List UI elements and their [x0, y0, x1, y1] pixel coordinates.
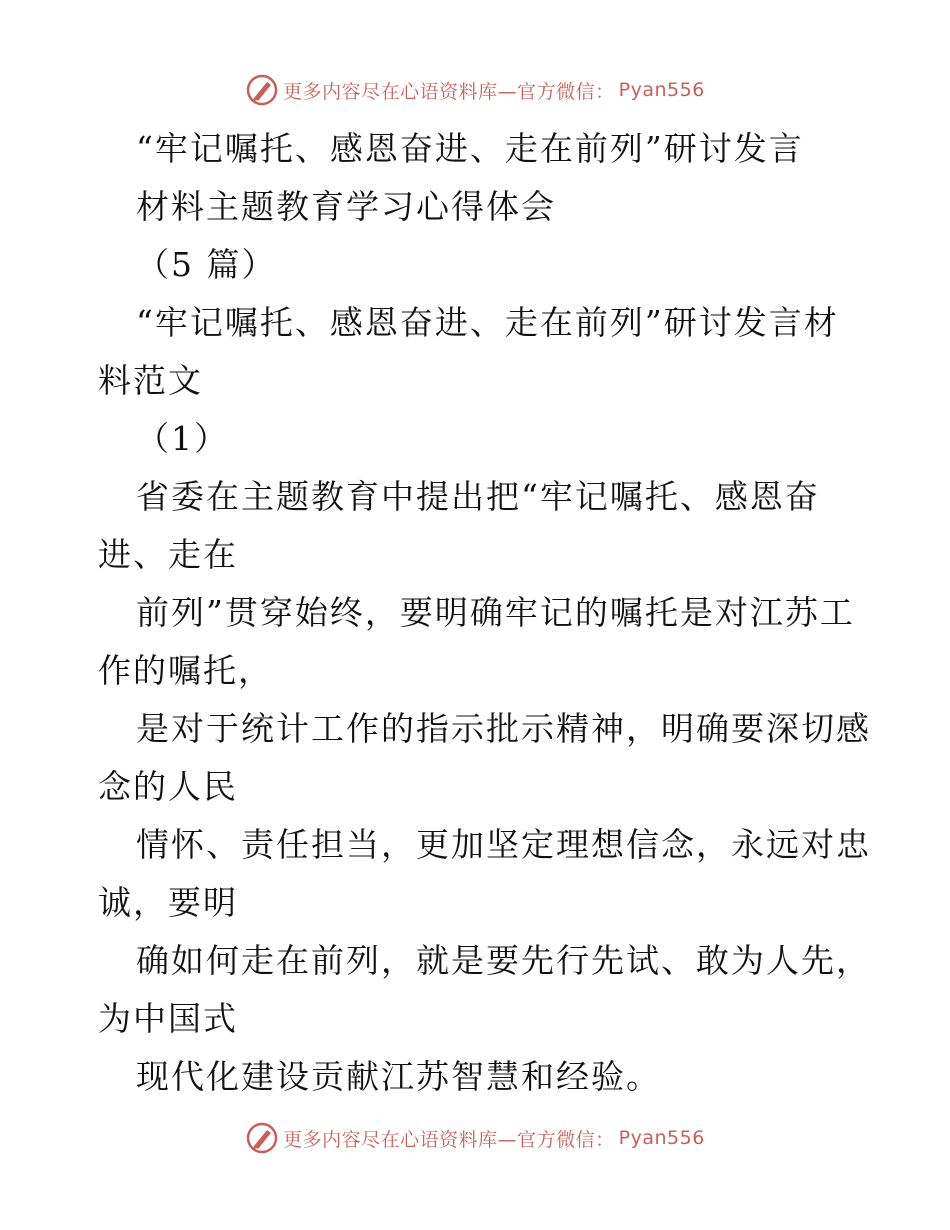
subtitle-line-2: 料范文	[98, 361, 203, 400]
paragraph-line: 现代化建设贡献江苏智慧和经验。	[136, 1057, 661, 1096]
watermark-text: 更多内容尽在心语资料库—官方微信：	[283, 1128, 615, 1151]
paragraph-line: 进、走在	[98, 535, 238, 574]
pen-logo-icon	[245, 73, 279, 107]
watermark-handle: Pyan556	[618, 79, 705, 101]
document-body	[98, 120, 871, 1106]
subtitle-line-1: “牢记嘱托、感恩奋进、走在前列”研讨发言材	[136, 303, 839, 342]
paragraph-line: 确如何走在前列，就是要先行先试、敢为人先，	[136, 941, 871, 980]
title-line-2: 材料主题教育学习心得体会	[136, 187, 556, 226]
watermark-text: 更多内容尽在心语资料库—官方微信：	[283, 80, 615, 103]
pen-logo-icon	[245, 1121, 279, 1155]
footer-watermark	[0, 1118, 950, 1158]
paragraph-line: 情怀、责任担当，更加坚定理想信念，永远对忠	[136, 825, 871, 864]
title-line-1: “牢记嘱托、感恩奋进、走在前列”研讨发言	[136, 129, 804, 168]
paragraph-line: 是对于统计工作的指示批示精神，明确要深切感	[136, 709, 871, 748]
header-watermark	[0, 70, 950, 110]
paragraph-line: 前列”贯穿始终，要明确牢记的嘱托是对江苏工	[136, 593, 855, 632]
watermark-handle: Pyan556	[618, 1127, 705, 1149]
paragraph-line: 念的人民	[98, 767, 238, 806]
paragraph-line: 省委在主题教育中提出把“牢记嘱托、感恩奋	[136, 477, 820, 516]
title-line-3: （5 篇）	[136, 245, 277, 284]
paragraph-line: 诚，要明	[98, 883, 238, 922]
section-number: （1）	[136, 419, 229, 458]
paragraph-line: 作的嘱托，	[98, 651, 273, 690]
paragraph-line: 为中国式	[98, 999, 238, 1038]
